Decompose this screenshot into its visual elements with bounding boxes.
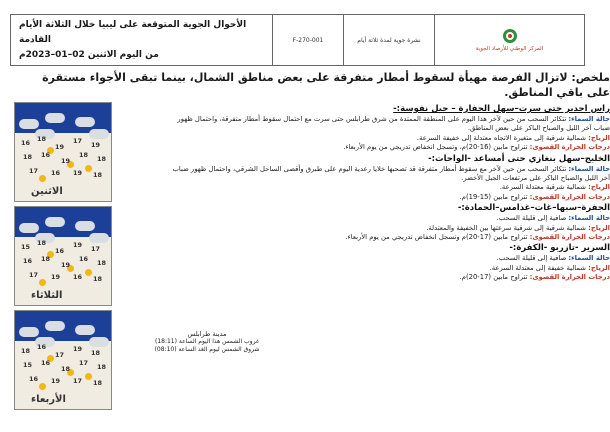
map-temp-label: 16	[23, 257, 33, 265]
map-temp-label: 16	[37, 343, 47, 351]
forecast-maps	[14, 102, 112, 414]
sun-icon	[85, 269, 92, 276]
map-temp-label: 16	[21, 139, 31, 147]
cloud-icon	[89, 337, 109, 347]
region-title: راس اجدير حتى سرت–سهل الجفارة – جبل نفوسة:-	[393, 104, 610, 114]
sky-line	[168, 254, 610, 263]
map-temp-label: 18	[41, 255, 51, 263]
weather-map	[14, 310, 112, 410]
temp-label: درجات الحرارة القصوى:	[529, 143, 610, 152]
temp-line	[168, 233, 610, 242]
sky-label: حالة السماء:	[568, 214, 610, 223]
header-title-box	[10, 14, 272, 66]
sky-line	[168, 165, 610, 184]
map-temp-label: 16	[73, 273, 83, 281]
map-temp-label: 15	[23, 361, 33, 369]
wind-text: شمالية شرقية إلى شرقية سرعتها بين الخفيفة والمعتدلة.	[426, 223, 586, 232]
temp-text: تتراوح مابين (15-19)م.	[459, 192, 528, 201]
temp-text: تتراوح مابين (17-20)م وتسجل انخفاض تدريجي من يوم الأربعاء.	[345, 233, 528, 242]
sky-label: حالة السماء:	[568, 115, 610, 123]
map-temp-label: 16	[51, 169, 61, 177]
region-block	[168, 154, 610, 203]
map-temp-label: 16	[41, 359, 51, 367]
map-temp-label: 19	[55, 143, 65, 151]
sky-line	[168, 115, 610, 134]
map-temp-label: 17	[73, 137, 83, 145]
map-temp-label: 18	[37, 135, 47, 143]
region-title: الجفرة–سبها–غات–غدامس–الحمادة:-	[457, 203, 610, 214]
org-name: المركز الوطني للأرصاد الجوية	[475, 46, 544, 52]
map-day-label: الأربعاء	[31, 394, 66, 405]
document-title: نشرة جوية لمدة ثلاثة أيام	[343, 14, 434, 66]
weather-map	[14, 206, 112, 306]
temp-label: درجات الحرارة القصوى:	[529, 233, 610, 242]
map-temp-label: 19	[73, 345, 83, 353]
wind-label: الرياح:	[588, 223, 610, 232]
cloud-icon	[75, 221, 95, 231]
sky-line	[168, 214, 610, 223]
temp-text: تتراوح مابين (16-20)م، وتسجل انخفاض تدريجي من يوم الأربعاء.	[343, 143, 528, 152]
bulletin-header	[10, 14, 585, 66]
cloud-icon	[45, 321, 65, 331]
temp-line	[168, 193, 610, 202]
map-temp-label: 17	[73, 377, 83, 385]
sunrise-time: شروق الشمس ليوم الغد الساعة (08:10)	[154, 346, 260, 353]
wind-line	[168, 264, 610, 273]
map-temp-label: 18	[91, 349, 101, 357]
sun-icon	[39, 279, 46, 286]
wind-text: شمالية خفيفة إلى معتدلة السرعة.	[489, 263, 586, 272]
cloud-icon	[19, 119, 39, 129]
wind-text: شمالية شرقية معتدلة السرعة.	[499, 183, 586, 192]
map-temp-label: 18	[61, 365, 71, 373]
sun-icon	[39, 175, 46, 182]
cloud-icon	[75, 325, 95, 335]
regional-forecasts	[168, 104, 610, 283]
map-temp-label: 18	[97, 155, 107, 163]
wind-label: الرياح:	[588, 183, 610, 192]
map-temp-label: 19	[61, 261, 71, 269]
map-temp-label: 16	[41, 151, 51, 159]
map-temp-label: 17	[29, 271, 39, 279]
region-block	[168, 243, 610, 282]
temp-label: درجات الحرارة القصوى:	[529, 192, 610, 201]
temp-line	[168, 143, 610, 152]
map-temp-label: 18	[97, 363, 107, 371]
map-temp-label: 18	[37, 239, 47, 247]
region-title: الخليج–سهل بنغازي حتى أمساعد -الواحات:-	[428, 153, 610, 164]
cloud-icon	[89, 129, 109, 139]
cloud-icon	[45, 113, 65, 123]
map-temp-label: 17	[91, 245, 101, 253]
map-temp-label: 19	[73, 241, 83, 249]
sun-city: مدينة طرابلس	[187, 330, 227, 338]
temp-text: تتراوح مابين (17-20)م.	[459, 273, 528, 282]
map-temp-label: 19	[91, 141, 101, 149]
wind-line	[168, 134, 610, 143]
temp-line	[168, 273, 610, 282]
weather-map	[14, 102, 112, 202]
map-temp-label: 17	[29, 167, 39, 175]
sky-text: صافية إلى قليلة السحب.	[496, 214, 567, 223]
sky-label: حالة السماء:	[568, 254, 610, 263]
map-temp-label: 19	[51, 273, 61, 281]
map-temp-label: 19	[73, 169, 83, 177]
sky-text: تتكاثر السحب من حين لآخر مع سقوط أمطار متفرقة قد تصحبها خلايا رعدية اليوم على طبرق وأقصى الساحل الشرقي، واحتمال ظهور ضباب آخر الليل والصباح الباكر على مرتفعات الجبل الأخضر.	[172, 164, 610, 183]
wind-label: الرياح:	[588, 133, 610, 142]
form-code: F-270-001	[272, 14, 343, 66]
map-temp-label: 18	[23, 153, 33, 161]
org-logo-box	[434, 14, 585, 66]
cloud-icon	[45, 217, 65, 227]
map-temp-label: 19	[51, 377, 61, 385]
cloud-icon	[89, 233, 109, 243]
wind-line	[168, 183, 610, 192]
sky-text: صافية إلى قليلة السحب.	[496, 254, 567, 263]
map-temp-label: 18	[97, 259, 107, 267]
region-title: السرير -تازربو -الكفرة:-	[509, 243, 610, 254]
map-temp-label: 18	[93, 171, 103, 179]
map-temp-label: 16	[79, 255, 89, 263]
wind-text: شمالية شرقية إلى متغيرة الاتجاه معتدلة إلى خفيفة السرعة.	[416, 133, 586, 142]
map-temp-label: 17	[55, 351, 65, 359]
cloud-icon	[19, 223, 39, 233]
header-title-line2: من اليوم الاثنين 02–01–2023م	[19, 49, 159, 60]
map-temp-label: 18	[93, 275, 103, 283]
cloud-icon	[75, 117, 95, 127]
cloud-icon	[19, 327, 39, 337]
map-day-label: الثلاثاء	[31, 290, 63, 301]
sky-text: تتكاثر السحب من حين لآخر هذا اليوم على المنطقة الممتدة من شرق طرابلس حتى سرت مع احتمال سقوط أمطار متفرقة، واحتمال ظهور ضباب آخر الليل والصباح الباكر على بعض المناطق.	[177, 115, 610, 133]
wind-label: الرياح:	[588, 263, 610, 272]
map-temp-label: 16	[55, 247, 65, 255]
sun-icon	[39, 383, 46, 390]
map-temp-label: 18	[79, 151, 89, 159]
sunset-time: غروب الشمس هذا اليوم الساعة (18:11)	[154, 338, 260, 345]
sun-icon	[85, 165, 92, 172]
sun-icon	[85, 373, 92, 380]
region-block	[168, 104, 610, 153]
sun-times	[132, 330, 282, 354]
met-logo-icon	[500, 28, 520, 44]
map-temp-label: 18	[93, 379, 103, 387]
map-temp-label: 17	[79, 359, 89, 367]
map-day-label: الاثنين	[31, 186, 63, 197]
header-title-line1: الأحوال الجوية المتوقعة على ليبيا خلال الثلاثة الأيام القادمة	[19, 19, 247, 45]
wind-line	[168, 224, 610, 233]
temp-label: درجات الحرارة القصوى:	[529, 273, 610, 282]
map-temp-label: 16	[29, 375, 39, 383]
forecast-summary: ملخص: لاتزال الفرصة مهيأة لسقوط أمطار متفرقة على بعض مناطق الشمال، بينما تبقى الأجواء مستقرة على باقي المناطق.	[42, 71, 610, 99]
region-block	[168, 203, 610, 242]
sky-label: حالة السماء:	[568, 164, 610, 173]
map-temp-label: 15	[21, 243, 31, 251]
map-temp-label: 18	[21, 347, 31, 355]
map-temp-label: 19	[61, 157, 71, 165]
